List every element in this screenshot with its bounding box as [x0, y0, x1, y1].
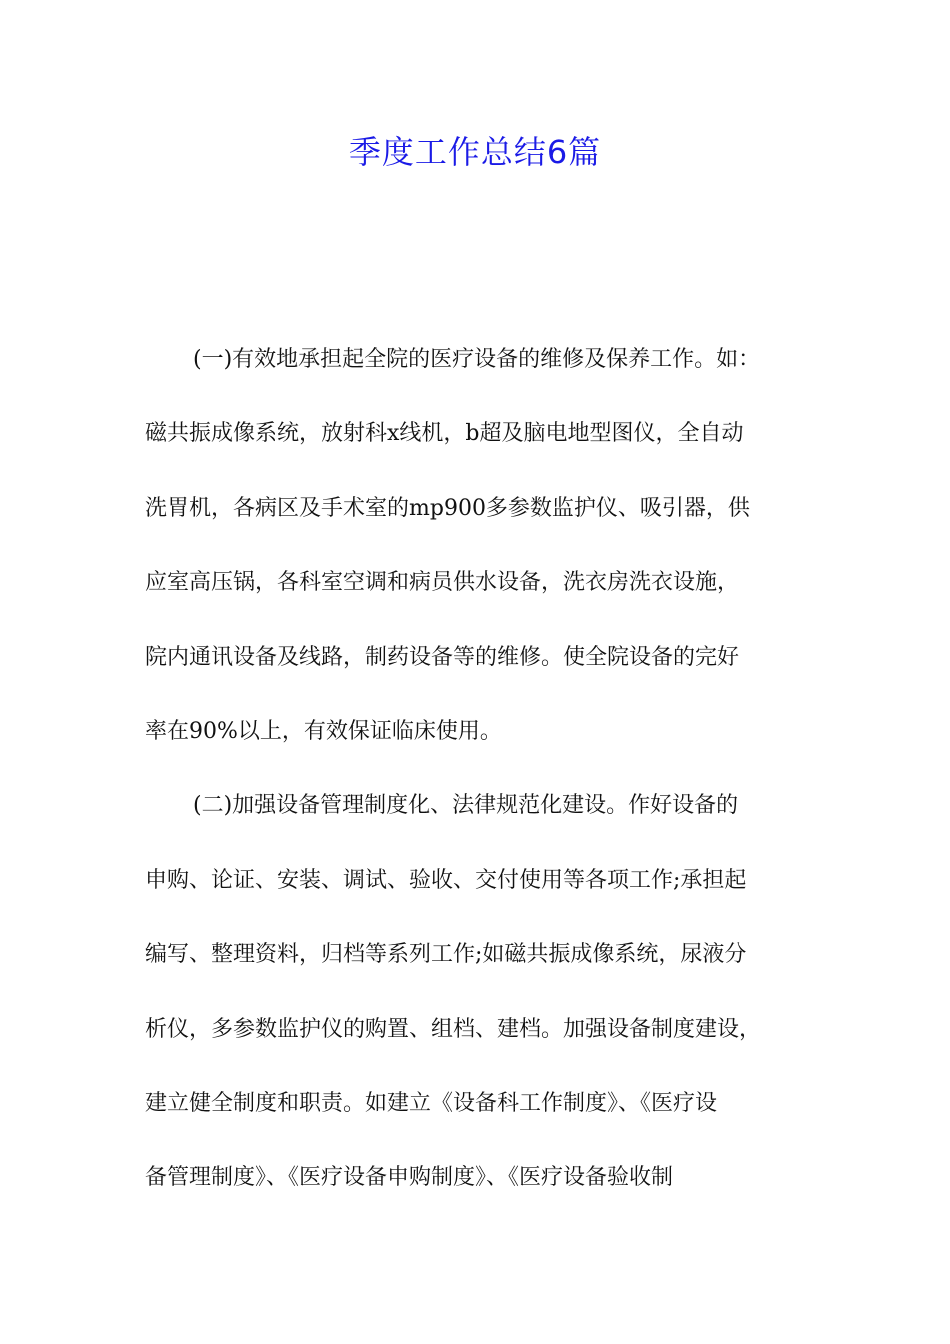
paragraph-2-line-2: 申购、论证、安装、调试、验收、交付使用等各项工作;承担起: [145, 868, 747, 893]
paragraph-2-line-3: 编写、整理资料，归档等系列工作;如磁共振成像系统，尿液分: [145, 942, 747, 967]
paragraph-2-line-1: (二)加强设备管理制度化、法律规范化建设。作好设备的: [193, 793, 739, 818]
paragraph-2-line-5: 建立健全制度和职责。如建立《设备科工作制度》、《医疗设: [145, 1091, 718, 1116]
paragraph-1-line-3: 洗胃机，各病区及手术室的mp900多参数监护仪、吸引器，供: [145, 496, 750, 521]
paragraph-1-line-1: (一)有效地承担起全院的医疗设备的维修及保养工作。如：: [193, 347, 761, 372]
paragraph-1-line-4: 应室高压锅，各科室空调和病员供水设备，洗衣房洗衣设施，: [145, 570, 740, 595]
paragraph-2-line-6: 备管理制度》、《医疗设备申购制度》、《医疗设备验收制: [145, 1165, 674, 1190]
paragraph-2-line-4: 析仪，多参数监护仪的购置、组档、建档。加强设备制度建设，: [145, 1017, 762, 1042]
document-title: 季度工作总结6篇: [348, 133, 602, 171]
paragraph-1-line-2: 磁共振成像系统，放射科x线机，b超及脑电地型图仪，全自动: [145, 421, 744, 446]
paragraph-1-line-5: 院内通讯设备及线路，制药设备等的维修。使全院设备的完好: [145, 645, 740, 670]
paragraph-1-line-6: 率在90%以上，有效保证临床使用。: [145, 719, 502, 744]
